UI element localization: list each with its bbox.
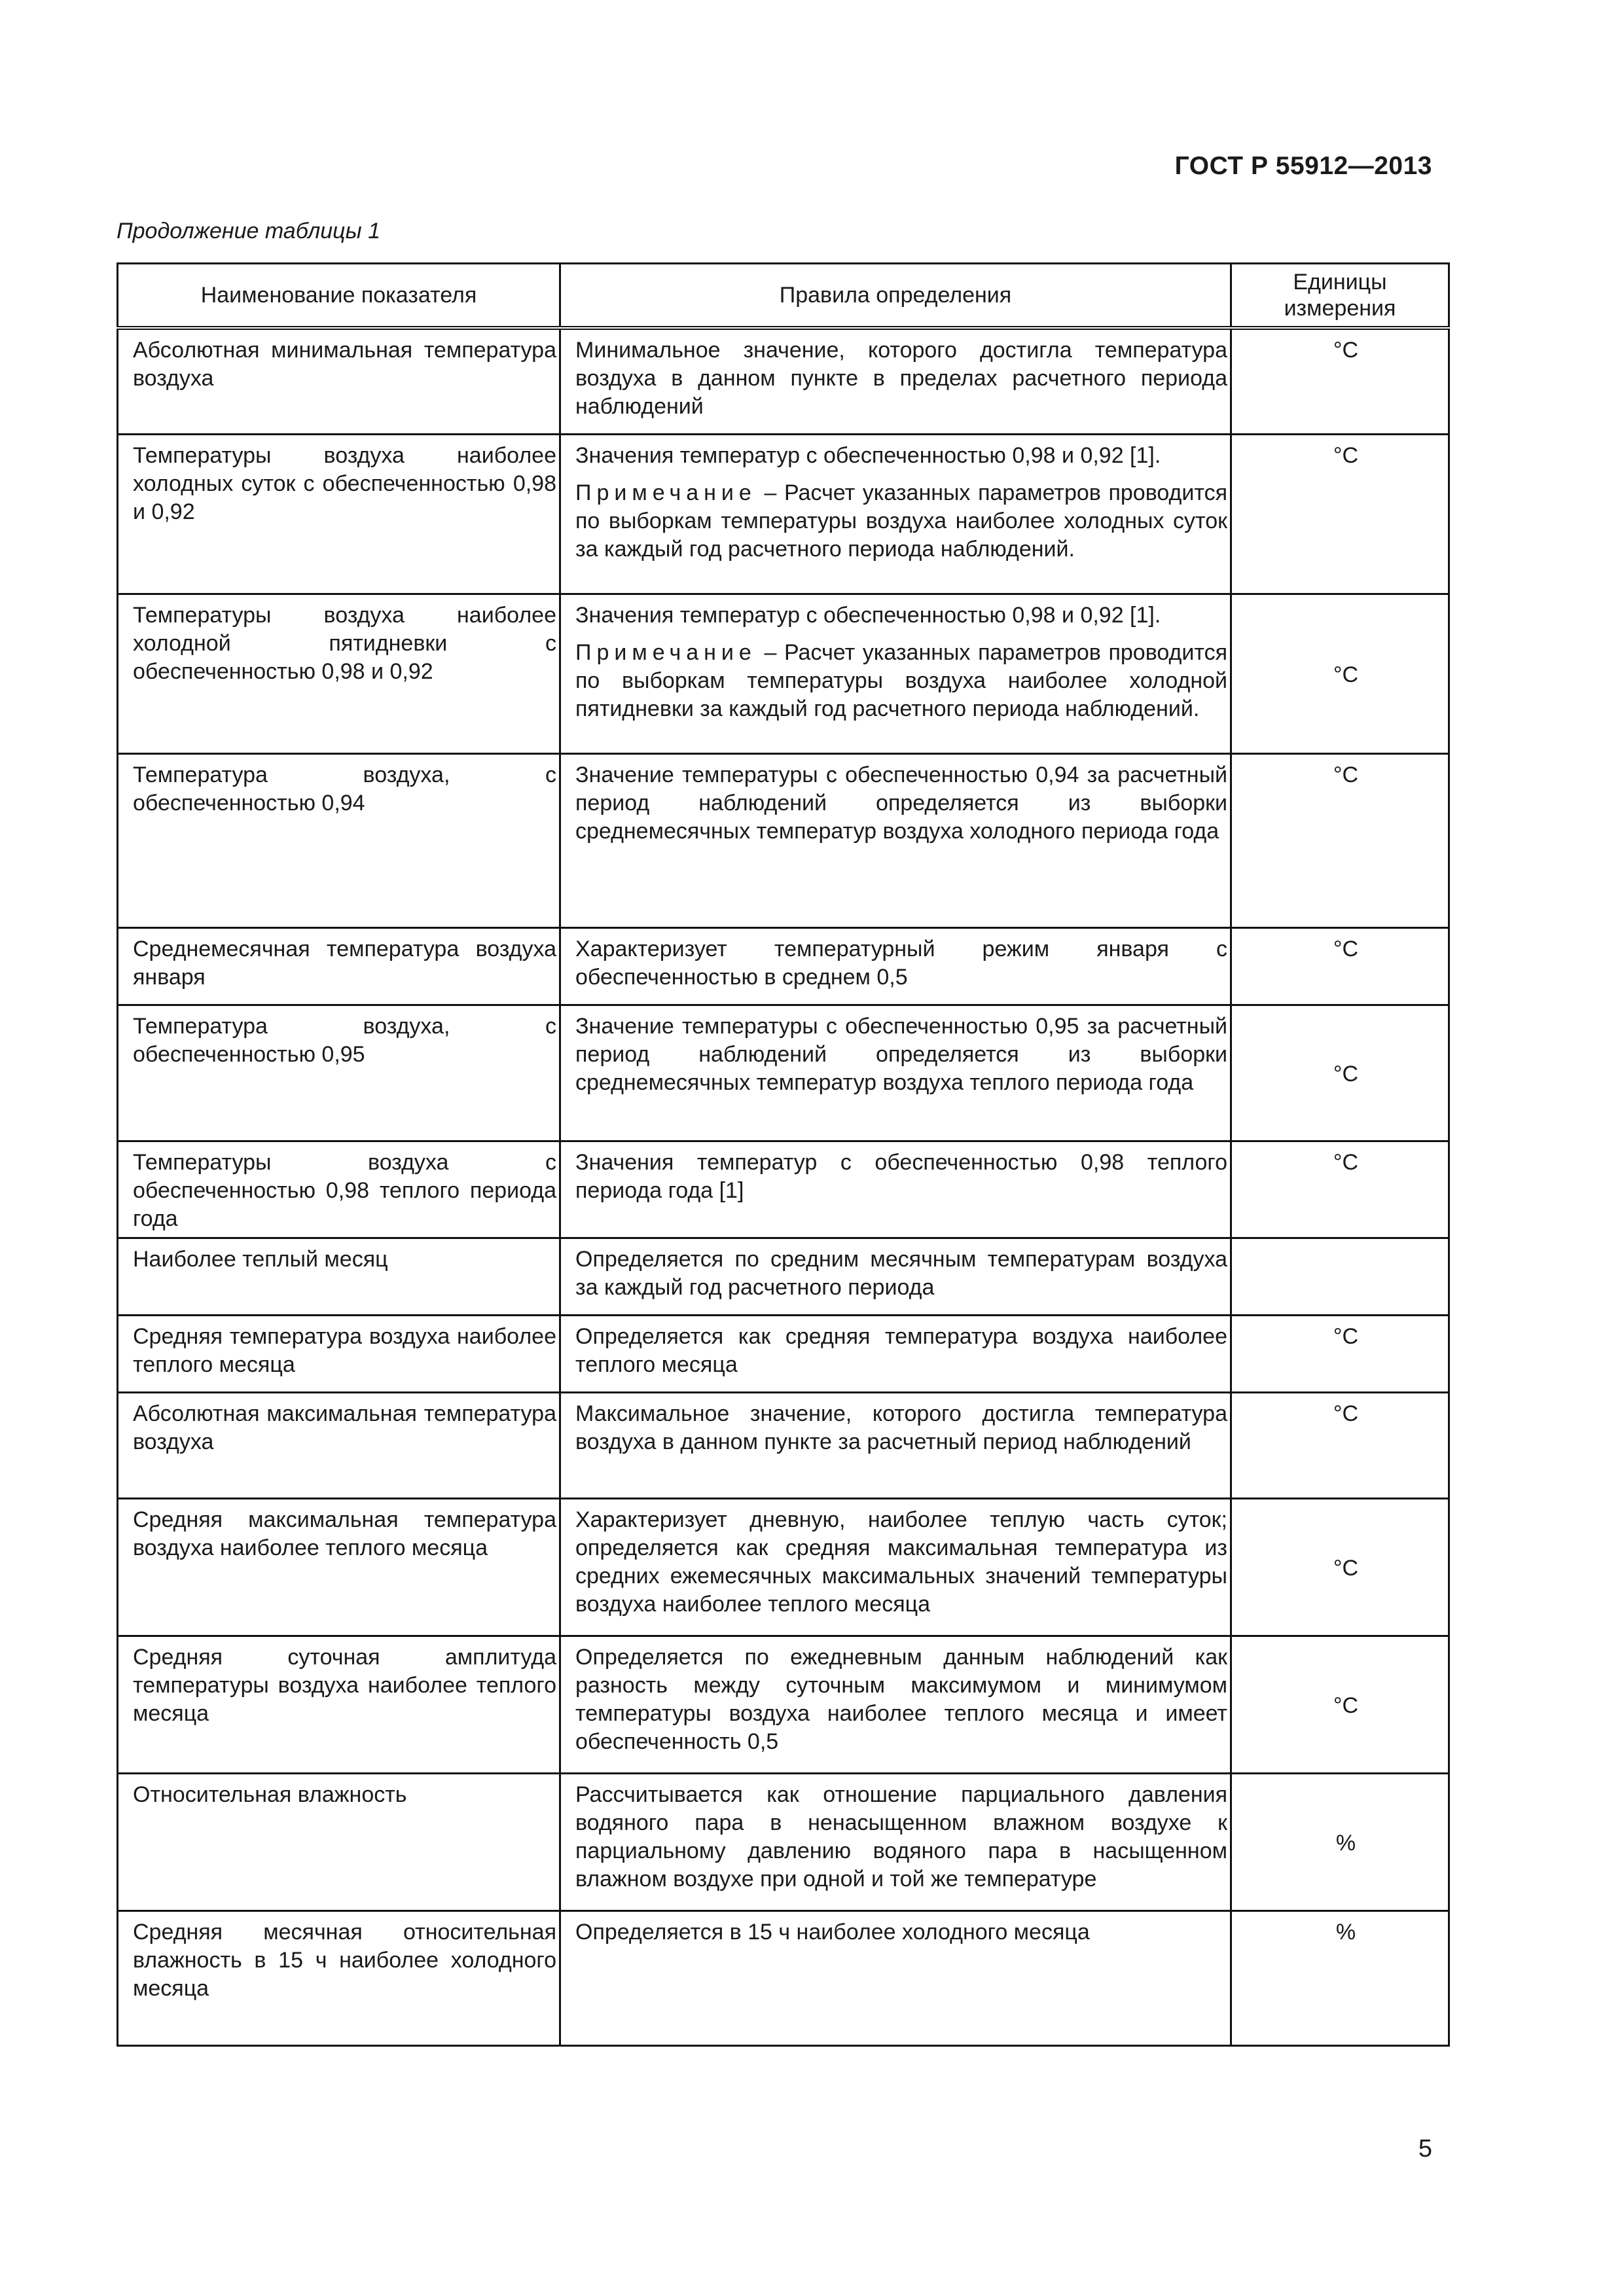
indicator-name: Абсолютная минимальная температура воздуха (118, 328, 560, 434)
indicator-rule: Определяется по ежедневным данным наблюдений как разность между суточным максимумом и минимумом температуры воздуха наиболее теплого месяца и имеет обеспеченность 0,5 (560, 1636, 1231, 1773)
indicator-name: Средняя месячная относительная влажность в 15 ч наиболее холодного месяца (118, 1910, 560, 2045)
table-row (118, 927, 1449, 1005)
note-text: – Расчет указанных параметров проводится по выборкам температуры воздуха наиболее холодных суток за каждый год расчетного периода наблюдений. (575, 480, 1227, 562)
table-row (118, 1315, 1449, 1392)
indicator-unit: °С (1231, 1005, 1449, 1141)
table-row (118, 1238, 1449, 1315)
table-row (118, 1141, 1449, 1238)
table-row (118, 434, 1449, 594)
column-header-rule: Правила определения (560, 264, 1231, 329)
column-header-unit: Единицы измерения (1231, 264, 1449, 329)
indicator-unit: °С (1231, 1392, 1449, 1498)
indicator-name: Средняя температура воздуха наиболее теплого месяца (118, 1315, 560, 1392)
indicator-name: Среднемесячная температура воздуха января (118, 927, 560, 1005)
table-row (118, 753, 1449, 927)
indicator-name: Температуры воздуха наиболее холодных суток с обеспеченностью 0,98 и 0,92 (118, 434, 560, 594)
indicator-rule: Значения температур с обеспеченностью 0,98 и 0,92 [1]. (575, 602, 1161, 628)
document-id-header: ГОСТ Р 55912—2013 (1174, 152, 1432, 180)
table-row (118, 1005, 1449, 1141)
rule-note (575, 639, 1227, 723)
table-row (118, 1392, 1449, 1498)
indicator-unit: °С (1231, 927, 1449, 1005)
table-row (118, 1910, 1449, 2045)
table-row (118, 1773, 1449, 1910)
indicator-unit: °С (1231, 328, 1449, 434)
table-header-row (118, 264, 1449, 329)
indicators-table (117, 262, 1450, 2047)
indicator-rule: Значение температуры с обеспеченностью 0,94 за расчетный период наблюдений определяется из выборки среднемесячных температур воздуха холодного периода года (560, 753, 1231, 927)
table-row (118, 1498, 1449, 1636)
indicator-name: Температура воздуха, с обеспеченностью 0,95 (118, 1005, 560, 1141)
indicator-rule: Максимальное значение, которого достигла температура воздуха в данном пункте за расчетный период наблюдений (560, 1392, 1231, 1498)
table-row (118, 328, 1449, 434)
indicator-rule-cell (560, 434, 1231, 594)
table-row (118, 594, 1449, 753)
indicator-unit: °С (1231, 1636, 1449, 1773)
indicator-rule: Значение температуры с обеспеченностью 0,95 за расчетный период наблюдений определяется из выборки среднемесячных температур воздуха теплого периода года (560, 1005, 1231, 1141)
indicator-rule: Значения температур с обеспеченностью 0,98 и 0,92 [1]. (575, 442, 1161, 468)
indicator-unit (1231, 1238, 1449, 1315)
indicator-name: Температуры воздуха с обеспеченностью 0,98 теплого периода года (118, 1141, 560, 1238)
table-caption: Продолжение таблицы 1 (117, 219, 380, 243)
indicator-rule: Минимальное значение, которого достигла температура воздуха в данном пункте в пределах расчетного периода наблюдений (560, 328, 1231, 434)
page-number: 5 (1418, 2135, 1432, 2162)
indicator-name: Средняя максимальная температура воздуха наиболее теплого месяца (118, 1498, 560, 1636)
indicator-name: Средняя суточная амплитуда температуры воздуха наиболее теплого месяца (118, 1636, 560, 1773)
indicator-rule: Характеризует температурный режим января с обеспеченностью в среднем 0,5 (560, 927, 1231, 1005)
indicator-name: Наиболее теплый месяц (118, 1238, 560, 1315)
note-label: Примечание (575, 480, 757, 505)
indicator-unit: °С (1231, 1141, 1449, 1238)
indicator-unit: °С (1231, 434, 1449, 594)
indicator-rule-cell (560, 594, 1231, 753)
indicator-name: Абсолютная максимальная температура воздуха (118, 1392, 560, 1498)
indicator-name: Температуры воздуха наиболее холодной пятидневки с обеспеченностью 0,98 и 0,92 (118, 594, 560, 753)
column-header-name: Наименование показателя (118, 264, 560, 329)
rule-note (575, 479, 1227, 564)
indicator-rule: Рассчитывается как отношение парциального давления водяного пара в ненасыщенном влажном воздухе к парциальному давлению водяного пара в насыщенном влажном воздухе при одной и той же температуре (560, 1773, 1231, 1910)
indicator-unit: % (1231, 1773, 1449, 1910)
indicator-rule: Определяется по средним месячным температурам воздуха за каждый год расчетного периода (560, 1238, 1231, 1315)
indicator-name: Относительная влажность (118, 1773, 560, 1910)
note-text: – Расчет указанных параметров проводится по выборкам температуры воздуха наиболее холодной пятидневки за каждый год расчетного периода наблюдений. (575, 639, 1227, 721)
indicator-unit: °С (1231, 594, 1449, 753)
indicator-unit: °С (1231, 753, 1449, 927)
indicator-unit: °С (1231, 1498, 1449, 1636)
indicator-name: Температура воздуха, с обеспеченностью 0,94 (118, 753, 560, 927)
indicator-rule: Определяется в 15 ч наиболее холодного месяца (560, 1910, 1231, 2045)
indicator-rule: Значения температур с обеспеченностью 0,98 теплого периода года [1] (560, 1141, 1231, 1238)
indicator-rule: Характеризует дневную, наиболее теплую часть суток; определяется как средняя максимальная температура из средних ежемесячных максимальных значений температуры воздуха наиболее теплого месяца (560, 1498, 1231, 1636)
indicator-unit: % (1231, 1910, 1449, 2045)
indicator-unit: °С (1231, 1315, 1449, 1392)
note-label: Примечание (575, 639, 757, 665)
indicator-rule: Определяется как средняя температура воздуха наиболее теплого месяца (560, 1315, 1231, 1392)
table-row (118, 1636, 1449, 1773)
